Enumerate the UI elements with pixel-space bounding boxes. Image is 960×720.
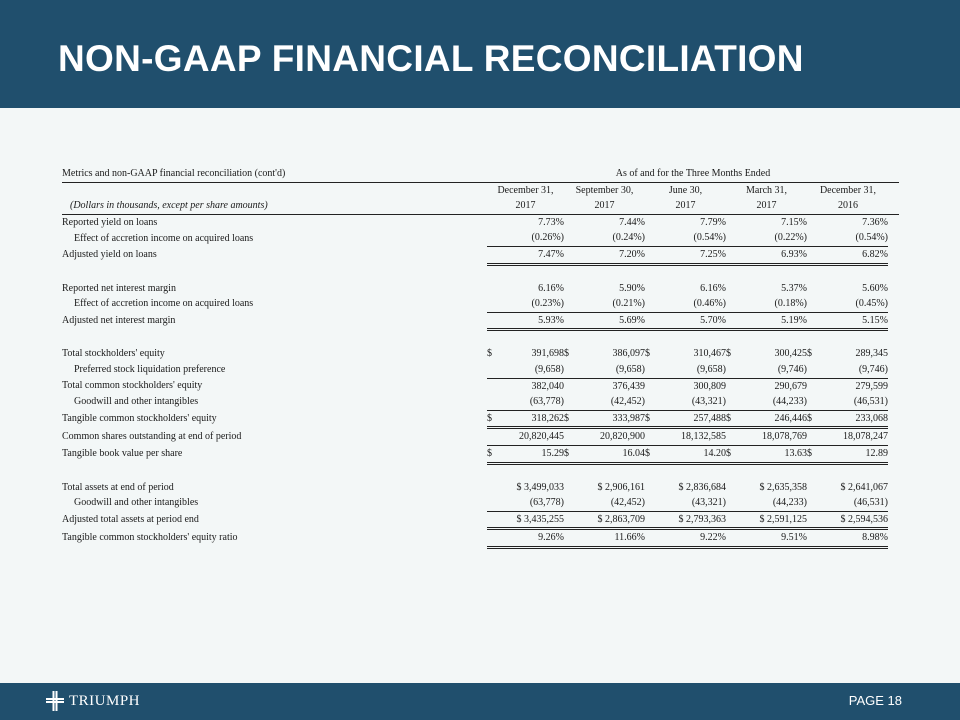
value-cell: 6.16%: [538, 282, 564, 294]
table-row: [62, 346, 899, 362]
value-cell: 11.66%: [579, 529, 645, 548]
currency-symbol: [645, 394, 660, 410]
table-row: [62, 428, 899, 446]
currency-symbol: [807, 529, 822, 548]
currency-symbol: $: [564, 348, 569, 360]
triumph-logo: [46, 691, 140, 711]
currency-symbol: $: [645, 410, 660, 428]
value-cell: 333,987: [579, 410, 645, 428]
logo-text: TRIUMPH: [69, 692, 141, 709]
period-header: As of and for the Three Months Ended: [487, 166, 899, 182]
value-cell: (0.46%): [660, 296, 726, 312]
header-row-months: [62, 182, 899, 198]
currency-symbol: [645, 214, 660, 230]
value-cell: (46,531): [822, 495, 888, 511]
value-cell: (0.24%): [579, 230, 645, 246]
value-cell: 9.22%: [660, 529, 726, 548]
table-row: [62, 410, 899, 428]
currency-symbol: [807, 214, 822, 230]
currency-symbol: [564, 230, 579, 246]
currency-symbol: [487, 378, 498, 394]
currency-symbol: [487, 394, 498, 410]
currency-symbol: [645, 296, 660, 312]
col-header-year: 2017: [487, 198, 564, 214]
row-label: Goodwill and other intangibles: [74, 396, 199, 408]
value-cell: 6.16%: [700, 282, 726, 294]
currency-symbol: [487, 246, 498, 264]
value-cell: $ 3,499,033: [516, 481, 564, 493]
value-cell: (0.54%): [660, 230, 726, 246]
value-cell: 257,488: [660, 410, 726, 428]
table-row: [62, 214, 899, 230]
table-row: [62, 296, 899, 312]
spacer-row: [62, 330, 899, 347]
row-label: Reported net interest margin: [62, 282, 176, 294]
value-cell: $ 2,836,684: [678, 481, 726, 493]
currency-symbol: $: [726, 445, 741, 463]
value-cell: 376,439: [612, 380, 645, 392]
currency-symbol: [726, 214, 741, 230]
value-cell: (43,321): [660, 495, 726, 511]
header-row-caption: [62, 166, 899, 182]
value-cell: 318,262: [498, 410, 564, 428]
value-cell: $ 3,435,255: [498, 511, 564, 529]
table-caption: Metrics and non-GAAP financial reconciliation (cont'd): [62, 166, 487, 182]
value-cell: 14.20: [660, 445, 726, 463]
value-cell: 7.15%: [781, 216, 807, 228]
currency-symbol: [726, 362, 741, 378]
table-row: [62, 480, 899, 496]
row-label: Reported yield on loans: [62, 216, 158, 228]
currency-symbol: [645, 511, 660, 529]
value-cell: 7.20%: [579, 246, 645, 264]
currency-symbol: [645, 480, 660, 496]
currency-symbol: [807, 312, 822, 330]
currency-symbol: $: [487, 445, 498, 463]
currency-symbol: [645, 362, 660, 378]
row-label: Effect of accretion income on acquired loans: [74, 232, 254, 244]
table-row: [62, 362, 899, 378]
currency-symbol: [807, 362, 822, 378]
currency-symbol: [564, 394, 579, 410]
value-cell: (0.23%): [498, 296, 564, 312]
currency-symbol: [564, 362, 579, 378]
currency-symbol: [807, 296, 822, 312]
value-cell: 13.63: [741, 445, 807, 463]
value-cell: $ 2,635,358: [759, 481, 807, 493]
currency-symbol: [807, 480, 822, 496]
currency-symbol: [487, 511, 498, 529]
value-cell: (63,778): [498, 394, 564, 410]
currency-symbol: $: [645, 348, 650, 360]
value-cell: (43,321): [660, 394, 726, 410]
currency-symbol: [487, 495, 498, 511]
currency-symbol: [645, 529, 660, 548]
value-cell: (44,233): [741, 394, 807, 410]
units-label: (Dollars in thousands, except per share amounts): [62, 198, 487, 214]
row-label: Adjusted net interest margin: [62, 315, 176, 327]
row-label: Adjusted total assets at period end: [62, 514, 199, 526]
currency-symbol: [645, 495, 660, 511]
value-cell: 300,809: [693, 380, 726, 392]
col-header-month: March 31,: [745, 184, 788, 196]
value-cell: (42,452): [579, 495, 645, 511]
value-cell: $ 2,793,363: [660, 511, 726, 529]
currency-symbol: [726, 230, 741, 246]
table-row: [62, 230, 899, 246]
value-cell: 386,097: [612, 348, 645, 360]
table-row: [62, 529, 899, 548]
row-label: Common shares outstanding at end of period: [62, 430, 242, 442]
currency-symbol: [564, 511, 579, 529]
table-row: [62, 312, 899, 330]
value-cell: (9,658): [498, 362, 564, 378]
col-header-year: 2017: [564, 198, 645, 214]
currency-symbol: [564, 495, 579, 511]
value-cell: 9.51%: [741, 529, 807, 548]
header-row-years: [62, 198, 899, 214]
value-cell: (46,531): [822, 394, 888, 410]
value-cell: $ 2,594,536: [822, 511, 888, 529]
currency-symbol: [564, 246, 579, 264]
currency-symbol: [726, 281, 741, 297]
row-label: Adjusted yield on loans: [62, 249, 157, 261]
currency-symbol: [807, 511, 822, 529]
currency-symbol: [807, 495, 822, 511]
value-cell: (63,778): [498, 495, 564, 511]
value-cell: 5.15%: [822, 312, 888, 330]
row-label: Total stockholders' equity: [62, 348, 165, 360]
row-label: Total common stockholders' equity: [62, 380, 203, 392]
value-cell: 18,132,585: [660, 428, 726, 446]
value-cell: $ 2,591,125: [741, 511, 807, 529]
value-cell: 233,068: [822, 410, 888, 428]
row-label: Tangible book value per share: [62, 448, 183, 460]
value-cell: 18,078,247: [822, 428, 888, 446]
row-label: Effect of accretion income on acquired loans: [74, 298, 254, 310]
value-cell: (9,658): [660, 362, 726, 378]
currency-symbol: [487, 214, 498, 230]
value-cell: 9.26%: [498, 529, 564, 548]
value-cell: 12.89: [822, 445, 888, 463]
value-cell: 6.82%: [822, 246, 888, 264]
table-row: [62, 281, 899, 297]
value-cell: 8.98%: [822, 529, 888, 548]
currency-symbol: [487, 529, 498, 548]
currency-symbol: [726, 246, 741, 264]
value-cell: 5.93%: [498, 312, 564, 330]
currency-symbol: $: [726, 410, 741, 428]
footer-bar: [0, 683, 960, 720]
value-cell: 391,698: [531, 348, 564, 360]
value-cell: 5.70%: [660, 312, 726, 330]
table-row: [62, 246, 899, 264]
currency-symbol: [487, 296, 498, 312]
currency-symbol: [807, 281, 822, 297]
col-header-year: 2017: [645, 198, 726, 214]
value-cell: 20,820,900: [579, 428, 645, 446]
value-cell: 382,040: [531, 380, 564, 392]
value-cell: (0.54%): [822, 230, 888, 246]
row-label: Total assets at end of period: [62, 481, 174, 493]
value-cell: 7.44%: [619, 216, 645, 228]
currency-symbol: [564, 281, 579, 297]
value-cell: 5.90%: [619, 282, 645, 294]
table-body: [62, 214, 899, 547]
currency-symbol: [807, 230, 822, 246]
currency-symbol: $: [807, 348, 812, 360]
col-header-month: September 30,: [575, 184, 634, 196]
currency-symbol: [645, 230, 660, 246]
currency-symbol: [726, 378, 741, 394]
currency-symbol: [726, 529, 741, 548]
value-cell: 6.93%: [741, 246, 807, 264]
currency-symbol: $: [807, 410, 822, 428]
value-cell: (0.22%): [741, 230, 807, 246]
currency-symbol: [487, 230, 498, 246]
table-row: [62, 511, 899, 529]
currency-symbol: $: [564, 445, 579, 463]
currency-symbol: [726, 511, 741, 529]
currency-symbol: [487, 480, 498, 496]
col-header-month: June 30,: [668, 184, 703, 196]
currency-symbol: [726, 296, 741, 312]
table-row: [62, 495, 899, 511]
value-cell: 7.73%: [538, 216, 564, 228]
value-cell: 15.29: [498, 445, 564, 463]
col-header-year: 2016: [807, 198, 899, 214]
value-cell: 279,599: [855, 380, 888, 392]
table-row: [62, 394, 899, 410]
currency-symbol: [645, 428, 660, 446]
currency-symbol: [564, 378, 579, 394]
value-cell: 7.25%: [660, 246, 726, 264]
value-cell: (9,746): [741, 362, 807, 378]
col-header-month: December 31,: [819, 184, 877, 196]
value-cell: 310,467: [693, 348, 726, 360]
currency-symbol: [645, 246, 660, 264]
currency-symbol: [726, 495, 741, 511]
currency-symbol: [564, 296, 579, 312]
value-cell: 20,820,445: [498, 428, 564, 446]
currency-symbol: [645, 312, 660, 330]
table-row: [62, 445, 899, 463]
currency-symbol: [564, 214, 579, 230]
header-bar: [0, 0, 960, 108]
currency-symbol: [487, 312, 498, 330]
currency-symbol: [487, 428, 498, 446]
currency-symbol: [726, 480, 741, 496]
col-header-month: December 31,: [497, 184, 554, 196]
value-cell: 5.37%: [781, 282, 807, 294]
value-cell: (9,658): [579, 362, 645, 378]
currency-symbol: [487, 362, 498, 378]
value-cell: (0.26%): [498, 230, 564, 246]
value-cell: $ 2,906,161: [597, 481, 645, 493]
triumph-cross-icon: [46, 691, 64, 711]
spacer-row: [62, 264, 899, 281]
currency-symbol: [807, 394, 822, 410]
currency-symbol: [564, 312, 579, 330]
page-number: PAGE 18: [848, 693, 902, 708]
currency-symbol: $: [487, 410, 498, 428]
reconciliation-table: [62, 166, 899, 549]
page-title: NON-GAAP FINANCIAL RECONCILIATION: [58, 38, 804, 79]
currency-symbol: [807, 378, 822, 394]
value-cell: $ 2,863,709: [579, 511, 645, 529]
row-label: Tangible common stockholders' equity ratio: [62, 532, 238, 544]
currency-symbol: $: [726, 348, 731, 360]
value-cell: 5.60%: [862, 282, 888, 294]
currency-symbol: $: [807, 445, 822, 463]
row-label: Tangible common stockholders' equity: [62, 413, 217, 425]
currency-symbol: $: [564, 410, 579, 428]
value-cell: (0.45%): [822, 296, 888, 312]
value-cell: 7.47%: [498, 246, 564, 264]
value-cell: 246,446: [741, 410, 807, 428]
row-label: Goodwill and other intangibles: [74, 497, 199, 509]
value-cell: (9,746): [822, 362, 888, 378]
value-cell: (0.21%): [579, 296, 645, 312]
currency-symbol: $: [645, 445, 660, 463]
value-cell: 290,679: [774, 380, 807, 392]
row-label: Preferred stock liquidation preference: [74, 364, 226, 376]
value-cell: 7.36%: [862, 216, 888, 228]
currency-symbol: [726, 428, 741, 446]
value-cell: 5.19%: [741, 312, 807, 330]
value-cell: (0.18%): [741, 296, 807, 312]
col-header-year: 2017: [726, 198, 807, 214]
value-cell: $ 2,641,067: [840, 481, 888, 493]
value-cell: 7.79%: [700, 216, 726, 228]
currency-symbol: [487, 281, 498, 297]
spacer-row: [62, 463, 899, 480]
value-cell: (42,452): [579, 394, 645, 410]
currency-symbol: [726, 312, 741, 330]
currency-symbol: [645, 281, 660, 297]
value-cell: 18,078,769: [741, 428, 807, 446]
table-row: [62, 378, 899, 394]
currency-symbol: [564, 428, 579, 446]
value-cell: 16.04: [579, 445, 645, 463]
value-cell: 300,425: [774, 348, 807, 360]
currency-symbol: [807, 246, 822, 264]
value-cell: (44,233): [741, 495, 807, 511]
currency-symbol: [564, 480, 579, 496]
currency-symbol: $: [487, 348, 492, 360]
currency-symbol: [726, 394, 741, 410]
currency-symbol: [807, 428, 822, 446]
currency-symbol: [564, 529, 579, 548]
value-cell: 289,345: [855, 348, 888, 360]
currency-symbol: [645, 378, 660, 394]
value-cell: 5.69%: [579, 312, 645, 330]
